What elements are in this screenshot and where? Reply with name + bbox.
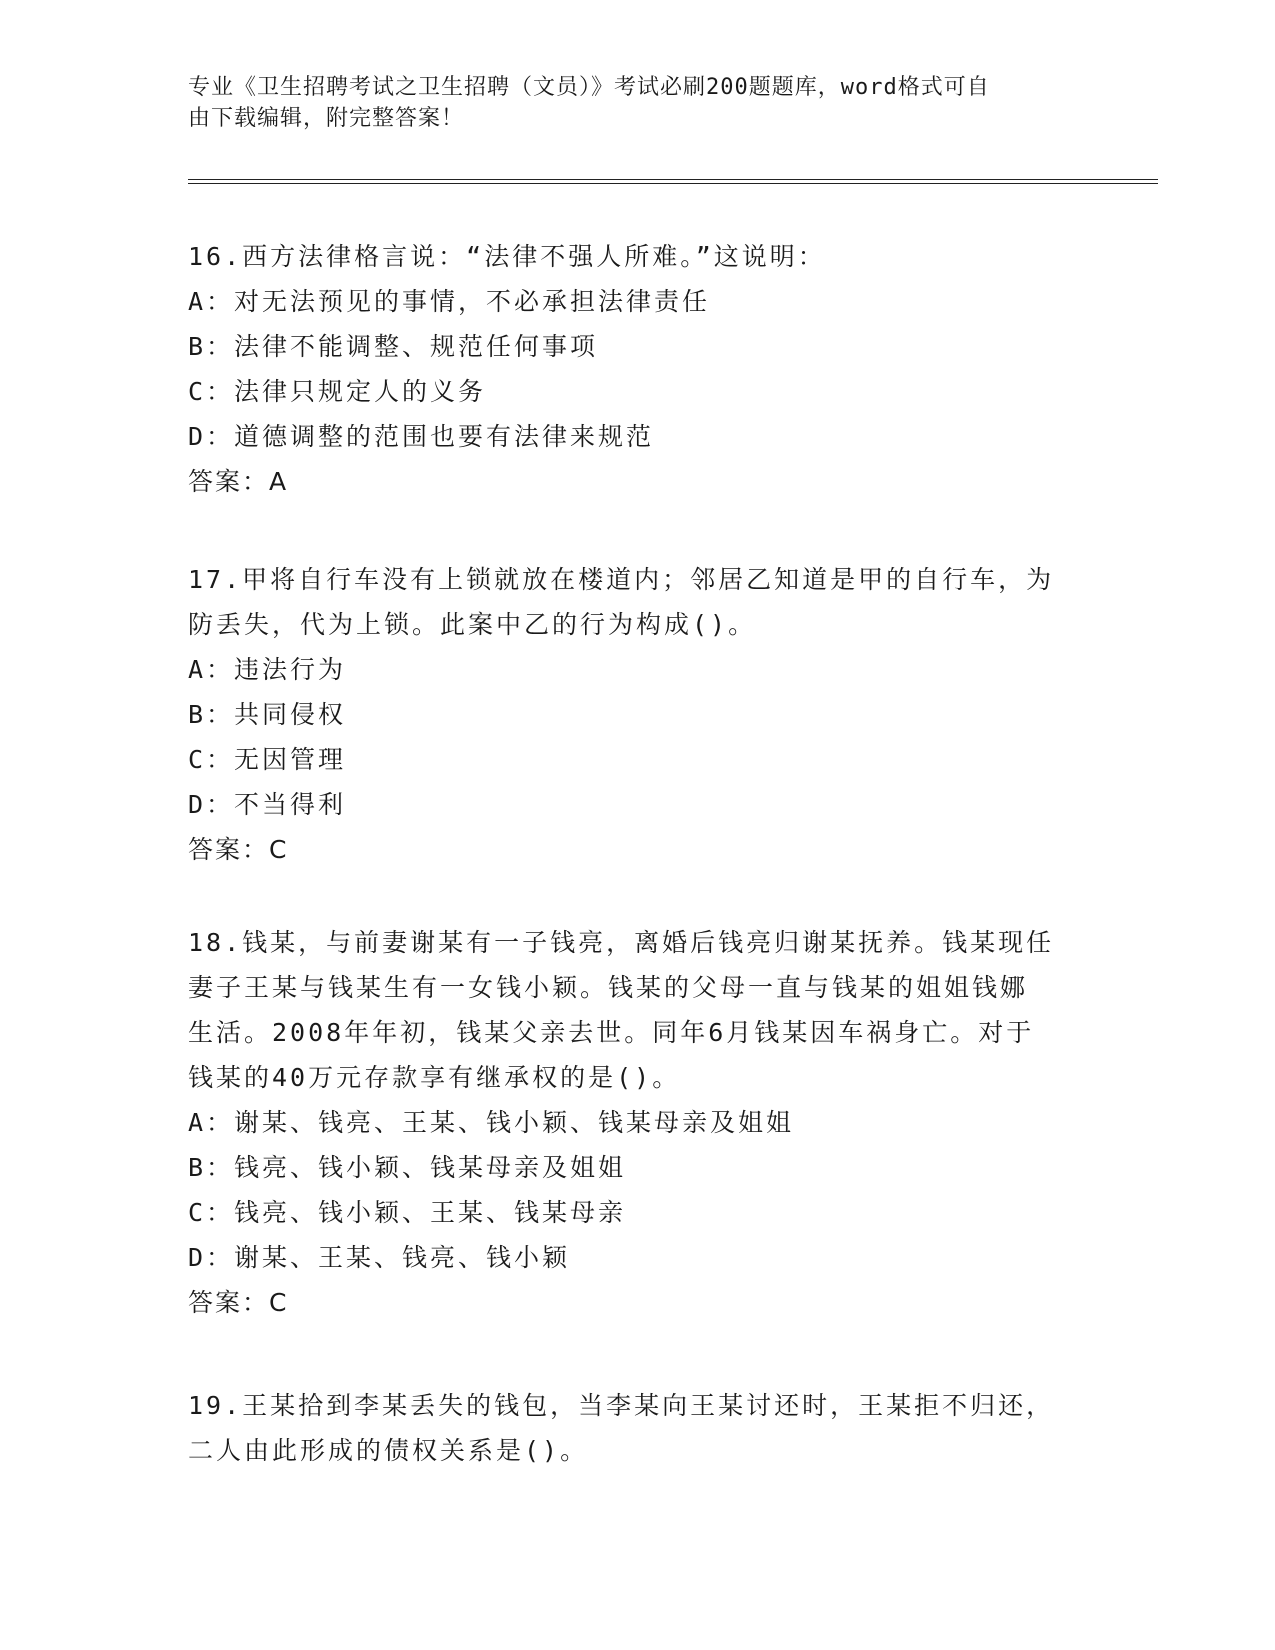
- option-b: B：钱亮、钱小颖、钱某母亲及姐姐: [188, 1153, 627, 1182]
- option-c: C：钱亮、钱小颖、王某、钱某母亲: [188, 1198, 627, 1227]
- question-stem: 18.钱某，与前妻谢某有一子钱亮，离婚后钱亮归谢某抚养。钱某现任: [188, 928, 1055, 957]
- header-divider-bottom: [188, 183, 1158, 184]
- answer: 答案：A: [188, 467, 289, 496]
- option-b: B：共同侵权: [188, 700, 347, 729]
- option-a: A：谢某、钱亮、王某、钱小颖、钱某母亲及姐姐: [188, 1108, 795, 1137]
- question-stem: 防丢失，代为上锁。此案中乙的行为构成()。: [188, 610, 757, 639]
- option-c: C：无因管理: [188, 745, 347, 774]
- option-d: D：谢某、王某、钱亮、钱小颖: [188, 1243, 571, 1272]
- option-d: D：道德调整的范围也要有法律来规范: [188, 422, 655, 451]
- question-18: [188, 920, 1088, 1325]
- document-header: [188, 72, 1068, 134]
- question-19: [188, 1383, 1088, 1473]
- option-d: D：不当得利: [188, 790, 347, 819]
- answer: 答案：C: [188, 835, 289, 864]
- option-a: A：违法行为: [188, 655, 347, 684]
- question-stem: 二人由此形成的债权关系是()。: [188, 1436, 589, 1465]
- question-stem: 钱某的40万元存款享有继承权的是()。: [188, 1063, 681, 1092]
- question-stem: 妻子王某与钱某生有一女钱小颖。钱某的父母一直与钱某的姐姐钱娜: [188, 973, 1029, 1002]
- question-16: [188, 234, 1088, 504]
- question-stem: 生活。2008年年初，钱某父亲去世。同年6月钱某因车祸身亡。对于: [188, 1018, 1035, 1047]
- answer: 答案：C: [188, 1288, 289, 1317]
- question-stem: 19.王某拾到李某丢失的钱包，当李某向王某讨还时，王某拒不归还，: [188, 1391, 1055, 1420]
- question-stem: 16.西方法律格言说：“法律不强人所难。”这说明：: [188, 242, 826, 271]
- question-17: [188, 557, 1088, 872]
- option-c: C：法律只规定人的义务: [188, 377, 487, 406]
- header-line-1: 专业《卫生招聘考试之卫生招聘（文员）》考试必刷200题题库，word格式可自: [188, 75, 990, 100]
- option-b: B：法律不能调整、规范任何事项: [188, 332, 599, 361]
- header-line-2: 由下载编辑，附完整答案！: [188, 106, 465, 131]
- option-a: A：对无法预见的事情，不必承担法律责任: [188, 287, 711, 316]
- question-stem: 17.甲将自行车没有上锁就放在楼道内；邻居乙知道是甲的自行车，为: [188, 565, 1055, 594]
- header-divider-top: [188, 179, 1158, 180]
